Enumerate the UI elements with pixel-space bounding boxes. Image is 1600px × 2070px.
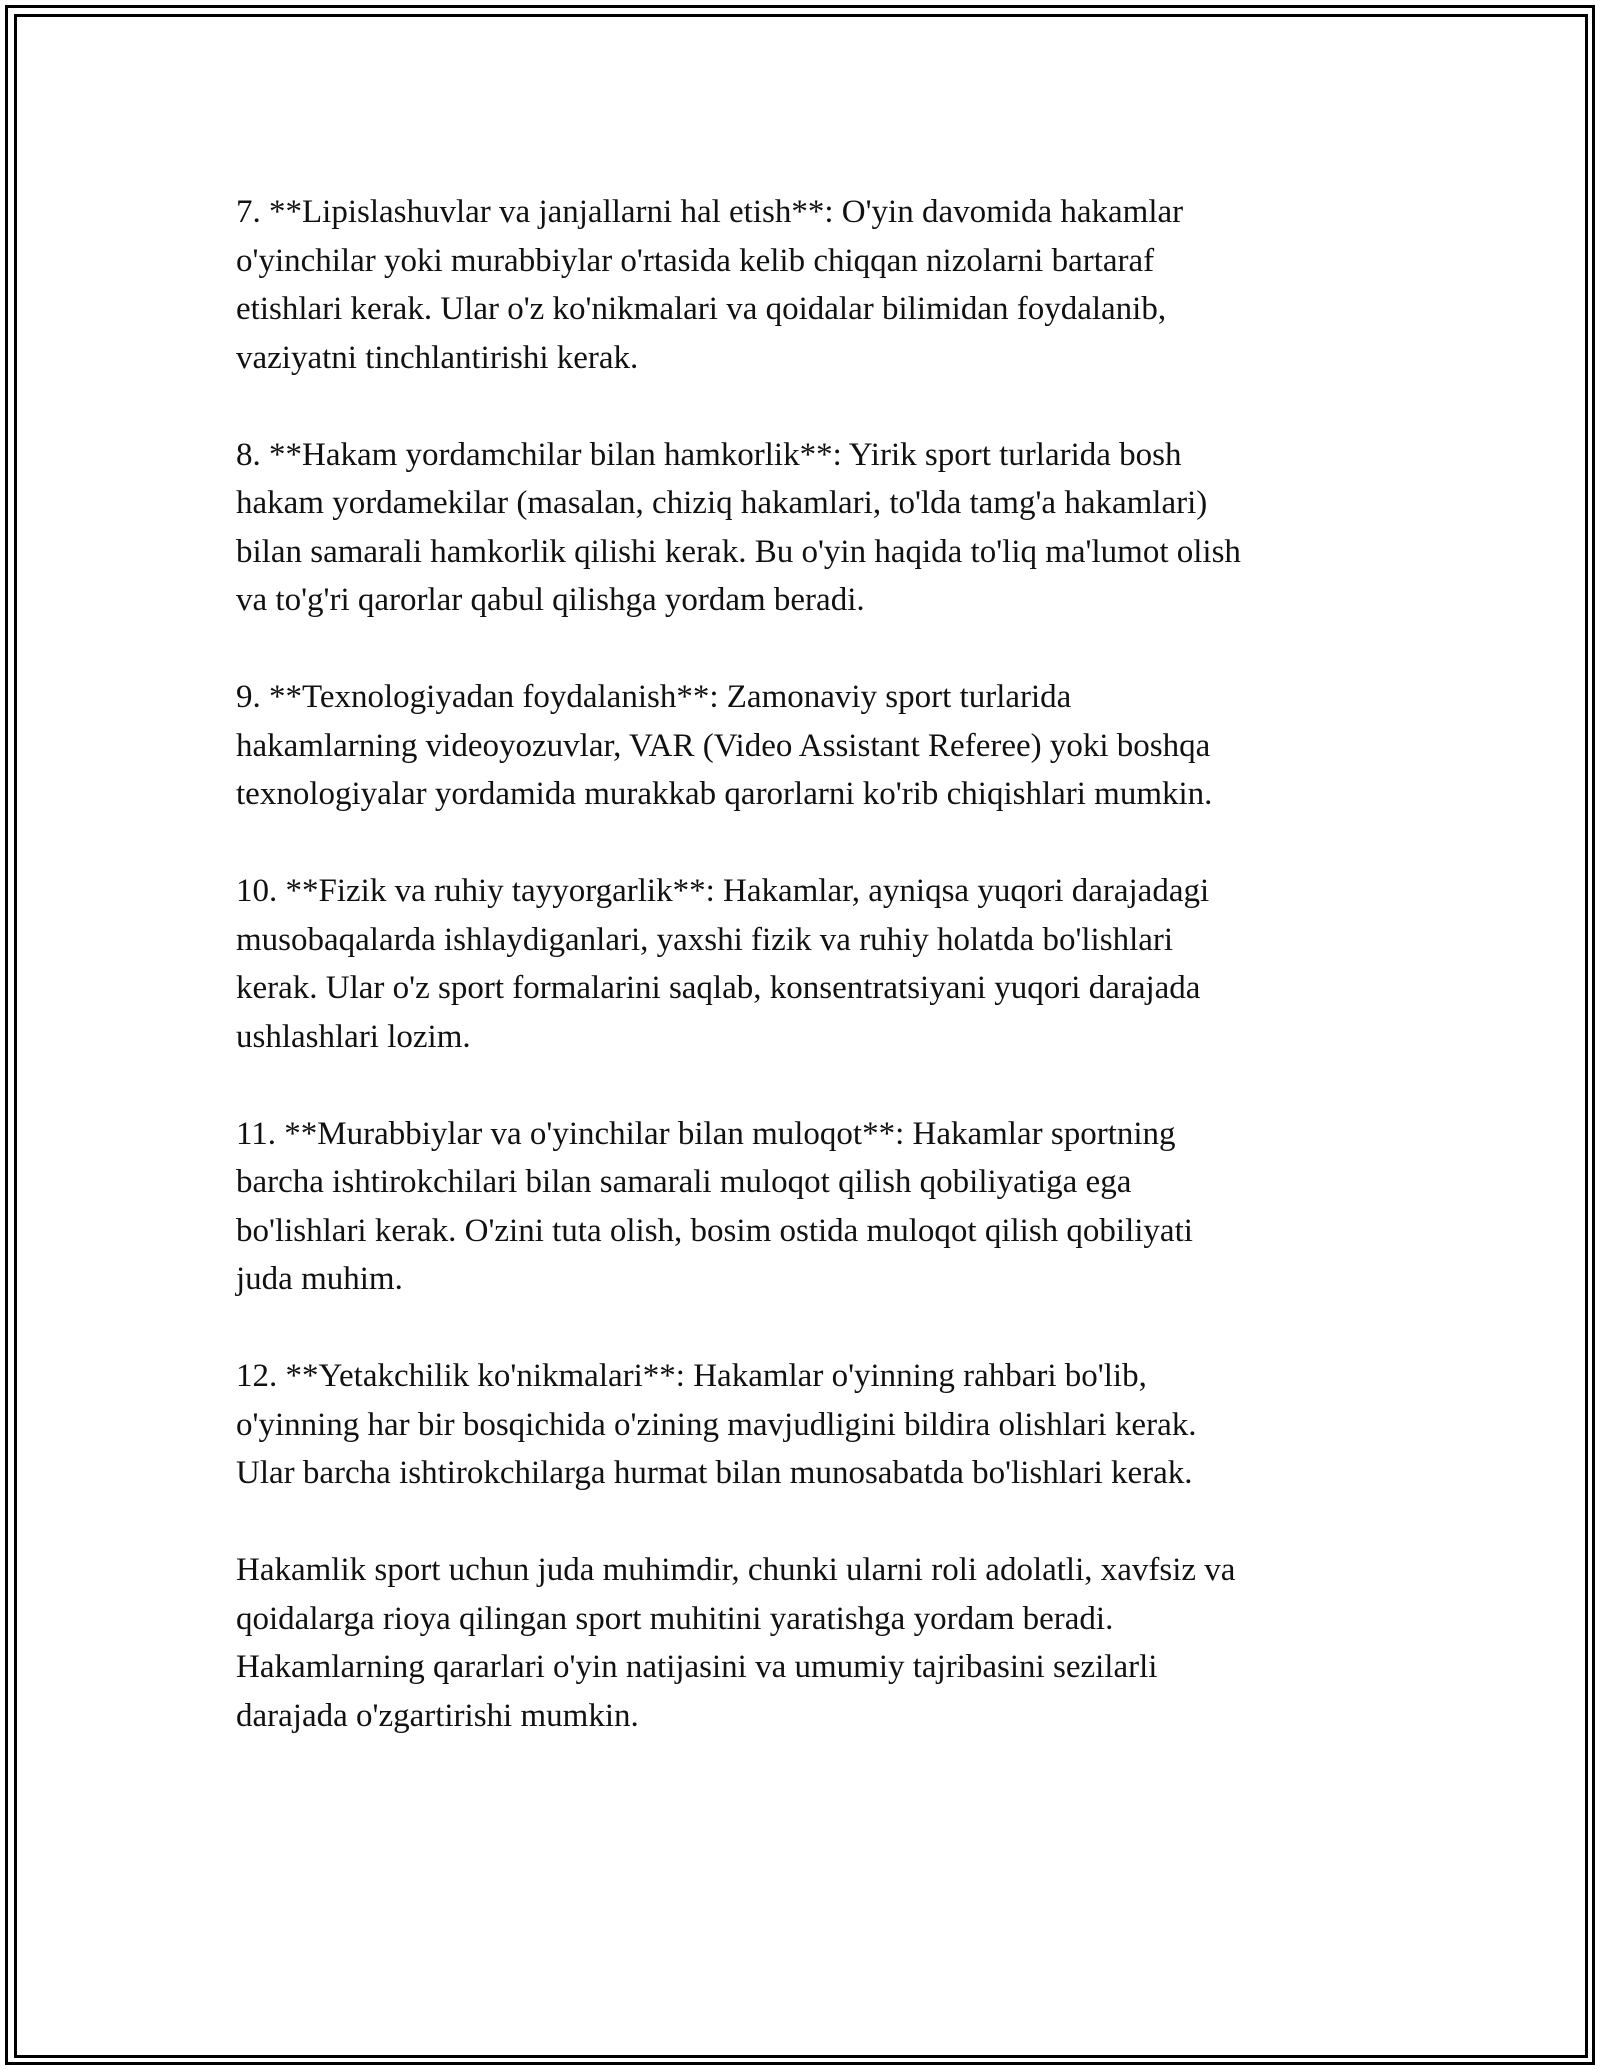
text-line: o'yinning har bir bosqichida o'zining mavjudligini bildira olishlari kerak. <box>236 1406 1197 1443</box>
text-line: juda muhim. <box>236 1261 403 1297</box>
text-line: etishlari kerak. Ular o'z ko'nikmalari va qoidalar bilimidan foydalanib, <box>236 291 1167 327</box>
text-line: 9. **Texnologiyadan foydalanish**: Zamonaviy sport turlarida <box>236 679 1072 715</box>
text-line: kerak. Ular o'z sport formalarini saqlab, konsentratsiyani yuqori darajada <box>236 970 1201 1006</box>
text-line: 8. **Hakam yordamchilar bilan hamkorlik**: Yirik sport turlarida bosh <box>236 436 1182 473</box>
text-line: hakamlarning videoyozuvlar, VAR (Video Assistant Referee) yoki boshqa <box>236 727 1211 764</box>
text-line: 11. **Murabbiylar va o'yinchilar bilan muloqot**: Hakamlar sportning <box>236 1115 1176 1152</box>
document-body <box>236 188 1366 1789</box>
text-line: Hakamlarning qararlari o'yin natijasini va umumiy tajribasini sezilarli <box>236 1649 1158 1685</box>
text-line: vaziyatni tinchlantirishi kerak. <box>236 339 639 376</box>
text-line: 10. **Fizik va ruhiy tayyorgarlik**: Hakamlar, ayniqsa yuqori darajadagi <box>236 873 1210 909</box>
paragraph-8 <box>236 431 1366 625</box>
paragraph-11 <box>236 1110 1366 1304</box>
text-line: Hakamlik sport uchun juda muhimdir, chunki ularni roli adolatli, xavfsiz va <box>236 1552 1236 1588</box>
paragraph-12 <box>236 1352 1366 1498</box>
text-line: texnologiyalar yordamida murakkab qarorlarni ko'rib chiqishlari mumkin. <box>236 776 1213 812</box>
text-line: qoidalarga rioya qilingan sport muhitini yaratishga yordam beradi. <box>236 1600 1114 1637</box>
paragraph-conclusion <box>236 1546 1366 1740</box>
text-line: barcha ishtirokchilari bilan samarali muloqot qilish qobiliyatiga ega <box>236 1164 1132 1200</box>
text-line: bilan samarali hamkorlik qilishi kerak. Bu o'yin haqida to'liq ma'lumot olish <box>236 533 1241 570</box>
text-line: 7. **Lipislashuvlar va janjallarni hal etish**: O'yin davomida hakamlar <box>236 194 1184 230</box>
text-line: 12. **Yetakchilik ko'nikmalari**: Hakamlar o'yinning rahbari bo'lib, <box>236 1358 1147 1394</box>
text-line: ushlashlari lozim. <box>236 1018 471 1055</box>
text-line: bo'lishlari kerak. O'zini tuta olish, bosim ostida muloqot qilish qobiliyati <box>236 1212 1193 1249</box>
paragraph-7 <box>236 188 1366 382</box>
paragraph-9 <box>236 673 1366 819</box>
paragraph-10 <box>236 867 1366 1061</box>
text-line: musobaqalarda ishlaydiganlari, yaxshi fizik va ruhiy holatda bo'lishlari <box>236 921 1174 958</box>
text-line: darajada o'zgartirishi mumkin. <box>236 1697 639 1734</box>
text-line: hakam yordamekilar (masalan, chiziq hakamlari, to'lda tamg'a hakamlari) <box>236 485 1208 521</box>
text-line: Ular barcha ishtirokchilarga hurmat bilan munosabatda bo'lishlari kerak. <box>236 1455 1193 1491</box>
text-line: o'yinchilar yoki murabbiylar o'rtasida kelib chiqqan nizolarni bartaraf <box>236 242 1155 279</box>
text-line: va to'g'ri qarorlar qabul qilishga yordam beradi. <box>236 582 865 618</box>
